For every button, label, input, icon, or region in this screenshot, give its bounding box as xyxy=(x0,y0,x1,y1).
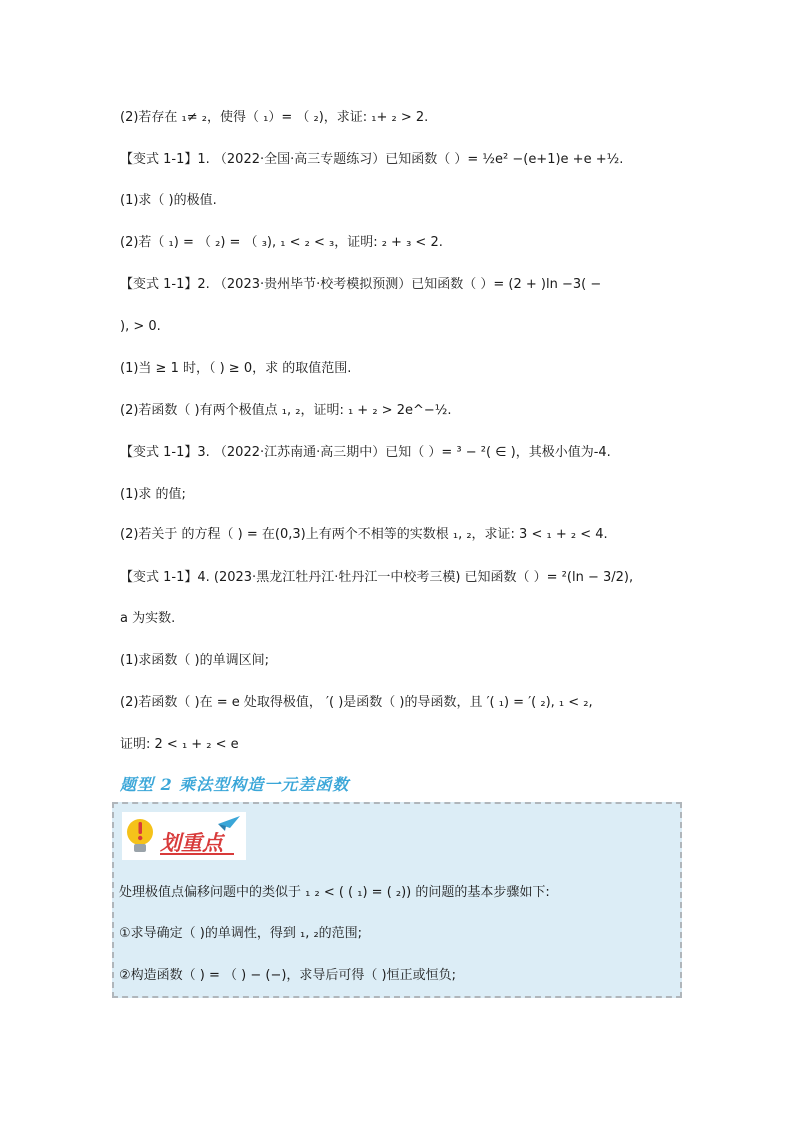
question-line: (2)若函数（ )在 = e 处取得极值， ′( )是函数（ )的导函数，且 ′( ₁) = ′( ₂), ₁ < ₂, xyxy=(120,695,593,710)
key-points-box xyxy=(112,802,682,998)
question-line: 【变式 1-1】4. (2023·黑龙江牡丹江·牡丹江一中校考三模) 已知函数（ ）= ²(ln − 3/2), xyxy=(120,570,634,585)
section-heading: 题型 2 乘法型构造一元差函数 xyxy=(120,775,350,794)
question-line: (1)当 ≥ 1 时，（ ) ≥ 0，求 的取值范围. xyxy=(120,361,352,376)
question-line: (1)求（ )的极值. xyxy=(120,193,217,208)
question-line: 【变式 1-1】3. （2022·江苏南通·高三期中）已知（ ）= ³ − ²( ∈ )，其极小值为-4. xyxy=(120,445,611,460)
question-line: 【变式 1-1】1. （2022·全国·高三专题练习）已知函数（ ）= ½e² −(e+1)e +e +½. xyxy=(120,152,624,167)
question-line: (2)若函数（ )有两个极值点 ₁, ₂，证明: ₁ + ₂ > 2e^−½. xyxy=(120,403,452,418)
tip-line: ①求导确定（ )的单调性，得到 ₁, ₂的范围; xyxy=(119,926,363,941)
question-line: a 为实数. xyxy=(120,611,176,626)
badge-label: 划重点 xyxy=(160,831,223,855)
question-line: (2)若存在 ₁≠ ₂，使得（ ₁）= （ ₂)，求证: ₁+ ₂ > 2. xyxy=(120,110,429,125)
tip-line: 处理极值点偏移问题中的类似于 ₁ ₂ < ( ( ₁) = ( ₂)) 的问题的基本步骤如下: xyxy=(119,885,550,900)
question-line: (1)求函数（ )的单调区间; xyxy=(120,653,269,668)
question-line: (2)若（ ₁) = （ ₂) = （ ₃), ₁ < ₂ < ₃，证明: ₂ + ₃ < 2. xyxy=(120,235,443,250)
question-line: 证明: 2 < ₁ + ₂ < e xyxy=(120,737,239,752)
question-line: (2)若关于 的方程（ ) = 在(0,3)上有两个不相等的实数根 ₁, ₂，求证: 3 < ₁ + ₂ < 4. xyxy=(120,527,608,542)
question-line: (1)求 的值; xyxy=(120,487,186,502)
key-points-badge xyxy=(122,812,246,860)
question-line: 【变式 1-1】2. （2023·贵州毕节·校考模拟预测）已知函数（ ）= (2 + )ln −3( − xyxy=(120,277,602,292)
tip-line: ②构造函数（ ) = （ ) − (−)，求导后可得（ )恒正或恒负; xyxy=(119,968,456,983)
question-line: ), > 0. xyxy=(120,319,161,334)
